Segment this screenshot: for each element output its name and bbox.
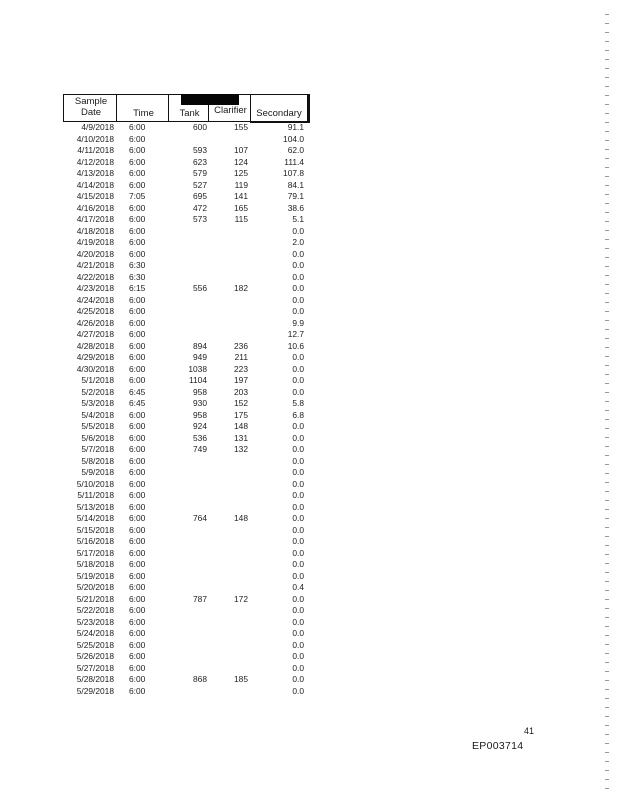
cell-date: 5/24/2018 xyxy=(76,628,114,638)
cell-time: 6:00 xyxy=(129,444,146,454)
cell-secondary: 0.0 xyxy=(292,662,304,673)
table-row xyxy=(0,536,618,548)
table-row xyxy=(0,226,618,238)
table-row xyxy=(0,168,618,180)
cell-clarifier: 223 xyxy=(234,363,248,374)
cell-tank: 593 xyxy=(193,145,207,155)
cell-secondary: 0.0 xyxy=(292,524,304,535)
cell-time: 6:00 xyxy=(129,409,146,420)
cell-time: 6:00 xyxy=(129,340,146,351)
table-row xyxy=(0,444,618,456)
cell-date: 4/24/2018 xyxy=(76,294,114,305)
cell-date: 4/14/2018 xyxy=(76,179,114,190)
cell-clarifier: 115 xyxy=(234,214,248,224)
cell-secondary: 84.1 xyxy=(287,179,304,190)
cell-tank: 623 xyxy=(193,156,207,167)
cell-clarifier: 172 xyxy=(234,593,248,604)
table-row xyxy=(0,341,618,353)
cell-tank: 472 xyxy=(193,202,207,213)
table-row xyxy=(0,479,618,491)
header-sample-date xyxy=(63,94,119,122)
cell-date: 4/15/2018 xyxy=(76,191,114,201)
cell-secondary: 0.0 xyxy=(292,352,304,362)
table-row xyxy=(0,467,618,479)
cell-tank: 600 xyxy=(193,122,207,132)
cell-clarifier: 211 xyxy=(234,352,248,362)
cell-date: 4/17/2018 xyxy=(76,214,114,224)
table-row xyxy=(0,249,618,261)
cell-time: 6:00 xyxy=(129,329,146,339)
scan-edge-marks xyxy=(605,14,609,790)
cell-clarifier: 197 xyxy=(234,375,248,385)
cell-time: 6:00 xyxy=(129,432,146,443)
cell-time: 6:15 xyxy=(129,283,146,293)
cell-date: 5/1/2018 xyxy=(81,375,114,385)
cell-secondary: 0.0 xyxy=(292,421,304,431)
cell-date: 5/19/2018 xyxy=(76,570,114,581)
cell-secondary: 12.7 xyxy=(287,329,304,339)
cell-date: 4/30/2018 xyxy=(76,363,114,374)
table-row xyxy=(0,433,618,445)
cell-clarifier: 185 xyxy=(234,674,248,684)
cell-time: 6:00 xyxy=(129,685,146,696)
cell-date: 4/23/2018 xyxy=(76,283,114,293)
header-clarifier-label: Clarifier xyxy=(214,105,247,116)
cell-secondary: 0.0 xyxy=(292,616,304,627)
cell-time: 6:30 xyxy=(129,260,146,270)
cell-time: 6:00 xyxy=(129,536,146,546)
cell-time: 7:05 xyxy=(129,191,146,201)
cell-date: 5/21/2018 xyxy=(76,593,114,604)
cell-time: 6:00 xyxy=(129,352,146,362)
cell-secondary: 0.0 xyxy=(292,478,304,489)
cell-secondary: 0.0 xyxy=(292,260,304,270)
table-row xyxy=(0,387,618,399)
cell-time: 6:00 xyxy=(129,467,146,477)
table-row xyxy=(0,628,618,640)
cell-time: 6:00 xyxy=(129,375,146,385)
cell-date: 4/20/2018 xyxy=(76,248,114,259)
table-row xyxy=(0,122,618,134)
cell-time: 6:00 xyxy=(129,363,146,374)
table-row xyxy=(0,456,618,468)
cell-secondary: 10.6 xyxy=(287,340,304,351)
cell-date: 5/26/2018 xyxy=(76,651,114,661)
cell-clarifier: 125 xyxy=(234,168,248,178)
cell-secondary: 0.0 xyxy=(292,639,304,650)
cell-time: 6:00 xyxy=(129,168,146,178)
cell-time: 6:00 xyxy=(129,524,146,535)
table-row xyxy=(0,145,618,157)
data-table-body xyxy=(0,122,618,697)
cell-secondary: 0.0 xyxy=(292,283,304,293)
cell-date: 5/6/2018 xyxy=(81,432,114,443)
bates-number: EP003714 xyxy=(472,740,524,752)
cell-clarifier: 152 xyxy=(234,398,248,408)
cell-secondary: 0.0 xyxy=(292,559,304,569)
cell-clarifier: 132 xyxy=(234,444,248,454)
table-row xyxy=(0,191,618,203)
cell-secondary: 0.0 xyxy=(292,570,304,581)
cell-date: 5/8/2018 xyxy=(81,455,114,466)
cell-secondary: 2.0 xyxy=(292,237,304,247)
cell-secondary: 38.6 xyxy=(287,202,304,213)
cell-time: 6:00 xyxy=(129,513,146,523)
cell-secondary: 0.0 xyxy=(292,513,304,523)
cell-date: 5/18/2018 xyxy=(76,559,114,569)
header-time xyxy=(116,94,171,122)
table-row xyxy=(0,237,618,249)
table-row xyxy=(0,306,618,318)
table-row xyxy=(0,490,618,502)
cell-date: 5/22/2018 xyxy=(76,605,114,615)
cell-date: 5/4/2018 xyxy=(81,409,114,420)
cell-date: 5/17/2018 xyxy=(76,547,114,558)
cell-time: 6:00 xyxy=(129,145,146,155)
cell-time: 6:00 xyxy=(129,593,146,604)
cell-tank: 556 xyxy=(193,283,207,293)
cell-secondary: 5.8 xyxy=(292,398,304,408)
cell-date: 5/20/2018 xyxy=(76,582,114,592)
cell-clarifier: 131 xyxy=(234,432,248,443)
table-row xyxy=(0,548,618,560)
cell-secondary: 0.0 xyxy=(292,605,304,615)
cell-date: 5/10/2018 xyxy=(76,478,114,489)
cell-clarifier: 148 xyxy=(234,513,248,523)
table-row xyxy=(0,651,618,663)
cell-date: 5/25/2018 xyxy=(76,639,114,650)
table-row xyxy=(0,686,618,698)
cell-secondary: 111.4 xyxy=(284,156,304,167)
cell-tank: 787 xyxy=(193,593,207,604)
cell-time: 6:00 xyxy=(129,122,146,132)
cell-clarifier: 155 xyxy=(234,122,248,132)
cell-date: 4/12/2018 xyxy=(76,156,114,167)
cell-time: 6:00 xyxy=(129,605,146,615)
cell-secondary: 0.0 xyxy=(292,444,304,454)
cell-secondary: 0.0 xyxy=(292,685,304,696)
cell-date: 5/16/2018 xyxy=(76,536,114,546)
table-row xyxy=(0,663,618,675)
cell-secondary: 0.0 xyxy=(292,490,304,500)
cell-time: 6:00 xyxy=(129,501,146,512)
cell-tank: 924 xyxy=(193,421,207,431)
cell-time: 6:00 xyxy=(129,179,146,190)
cell-secondary: 0.4 xyxy=(292,582,304,592)
cell-secondary: 0.0 xyxy=(292,536,304,546)
cell-secondary: 0.0 xyxy=(292,271,304,282)
table-row xyxy=(0,502,618,514)
cell-tank: 579 xyxy=(193,168,207,178)
cell-time: 6:00 xyxy=(129,317,146,328)
table-row xyxy=(0,640,618,652)
cell-secondary: 0.0 xyxy=(292,363,304,374)
cell-date: 4/19/2018 xyxy=(76,237,114,247)
table-row xyxy=(0,559,618,571)
cell-time: 6:00 xyxy=(129,628,146,638)
cell-secondary: 0.0 xyxy=(292,628,304,638)
cell-tank: 1104 xyxy=(188,375,207,385)
cell-secondary: 0.0 xyxy=(292,432,304,443)
cell-date: 5/29/2018 xyxy=(76,685,114,696)
cell-date: 5/14/2018 xyxy=(76,513,114,523)
cell-secondary: 0.0 xyxy=(292,248,304,259)
cell-date: 4/16/2018 xyxy=(76,202,114,213)
cell-date: 5/2/2018 xyxy=(81,386,114,397)
cell-tank: 958 xyxy=(193,386,207,397)
cell-date: 4/22/2018 xyxy=(76,271,114,282)
cell-tank: 949 xyxy=(193,352,207,362)
cell-tank: 958 xyxy=(193,409,207,420)
cell-tank: 573 xyxy=(193,214,207,224)
cell-tank: 868 xyxy=(193,674,207,684)
cell-secondary: 0.0 xyxy=(292,306,304,316)
cell-secondary: 0.0 xyxy=(292,651,304,661)
header-date-line1: Sample xyxy=(74,96,108,107)
cell-clarifier: 182 xyxy=(234,283,248,293)
table-row xyxy=(0,674,618,686)
cell-date: 4/26/2018 xyxy=(76,317,114,328)
cell-tank: 749 xyxy=(193,444,207,454)
cell-date: 4/21/2018 xyxy=(76,260,114,270)
cell-date: 5/3/2018 xyxy=(81,398,114,408)
header-time-label: Time xyxy=(133,108,154,119)
cell-time: 6:00 xyxy=(129,133,146,144)
table-row xyxy=(0,605,618,617)
cell-clarifier: 119 xyxy=(234,179,248,190)
table-row xyxy=(0,421,618,433)
cell-time: 6:45 xyxy=(129,386,146,397)
table-row xyxy=(0,318,618,330)
cell-tank: 695 xyxy=(193,191,207,201)
table-row xyxy=(0,410,618,422)
cell-secondary: 62.0 xyxy=(287,145,304,155)
table-row xyxy=(0,329,618,341)
table-row xyxy=(0,582,618,594)
cell-clarifier: 165 xyxy=(234,202,248,213)
header-tank-label: Tank xyxy=(179,108,200,119)
cell-secondary: 0.0 xyxy=(292,467,304,477)
cell-clarifier: 236 xyxy=(234,340,248,351)
cell-date: 5/27/2018 xyxy=(76,662,114,673)
cell-time: 6:00 xyxy=(129,639,146,650)
cell-time: 6:00 xyxy=(129,490,146,500)
table-row xyxy=(0,272,618,284)
cell-clarifier: 141 xyxy=(234,191,248,201)
cell-tank: 930 xyxy=(193,398,207,408)
table-row xyxy=(0,295,618,307)
cell-time: 6:00 xyxy=(129,294,146,305)
cell-secondary: 0.0 xyxy=(292,593,304,604)
cell-clarifier: 124 xyxy=(234,156,248,167)
cell-time: 6:00 xyxy=(129,674,146,684)
cell-time: 6:00 xyxy=(129,478,146,489)
cell-time: 6:00 xyxy=(129,616,146,627)
cell-date: 4/25/2018 xyxy=(76,306,114,316)
cell-clarifier: 148 xyxy=(234,421,248,431)
cell-time: 6:45 xyxy=(129,398,146,408)
table-row xyxy=(0,364,618,376)
cell-date: 5/7/2018 xyxy=(81,444,114,454)
cell-secondary: 107.8 xyxy=(283,168,304,178)
cell-date: 4/28/2018 xyxy=(76,340,114,351)
cell-secondary: 0.0 xyxy=(292,386,304,397)
cell-time: 6:00 xyxy=(129,455,146,466)
header-secondary-label: Secondary xyxy=(256,108,302,119)
table-row xyxy=(0,525,618,537)
cell-secondary: 6.8 xyxy=(292,409,304,420)
cell-date: 4/9/2018 xyxy=(81,122,114,132)
table-row xyxy=(0,134,618,146)
cell-date: 5/23/2018 xyxy=(76,616,114,627)
cell-time: 6:00 xyxy=(129,202,146,213)
cell-time: 6:00 xyxy=(129,225,146,236)
cell-secondary: 0.0 xyxy=(292,375,304,385)
cell-secondary: 5.1 xyxy=(292,214,304,224)
cell-date: 5/15/2018 xyxy=(76,524,114,535)
cell-tank: 1038 xyxy=(188,363,207,374)
cell-secondary: 9.9 xyxy=(292,317,304,328)
page-number: 41 xyxy=(524,726,535,736)
cell-date: 4/27/2018 xyxy=(76,329,114,339)
cell-secondary: 79.1 xyxy=(287,191,304,201)
cell-secondary: 104.0 xyxy=(283,133,304,144)
cell-date: 4/29/2018 xyxy=(76,352,114,362)
cell-secondary: 0.0 xyxy=(292,455,304,466)
table-row xyxy=(0,283,618,295)
cell-time: 6:00 xyxy=(129,559,146,569)
cell-tank: 894 xyxy=(193,340,207,351)
cell-date: 5/28/2018 xyxy=(76,674,114,684)
cell-date: 4/11/2018 xyxy=(77,145,114,155)
cell-clarifier: 203 xyxy=(234,386,248,397)
table-row xyxy=(0,203,618,215)
cell-date: 4/13/2018 xyxy=(76,168,114,178)
cell-time: 6:00 xyxy=(129,662,146,673)
cell-time: 6:00 xyxy=(129,306,146,316)
table-row xyxy=(0,398,618,410)
cell-clarifier: 175 xyxy=(234,409,248,420)
cell-date: 4/18/2018 xyxy=(76,225,114,236)
cell-secondary: 0.0 xyxy=(292,547,304,558)
table-row xyxy=(0,180,618,192)
table-row xyxy=(0,375,618,387)
cell-time: 6:00 xyxy=(129,651,146,661)
cell-secondary: 91.1 xyxy=(287,122,304,132)
cell-time: 6:00 xyxy=(129,421,146,431)
table-row xyxy=(0,352,618,364)
cell-time: 6:00 xyxy=(129,156,146,167)
cell-time: 6:00 xyxy=(129,248,146,259)
table-row xyxy=(0,594,618,606)
cell-date: 5/9/2018 xyxy=(81,467,114,477)
cell-date: 5/5/2018 xyxy=(81,421,114,431)
header-date-line2: Date xyxy=(80,107,102,118)
cell-time: 6:00 xyxy=(129,570,146,581)
table-row xyxy=(0,214,618,226)
header-secondary xyxy=(250,94,310,123)
table-row xyxy=(0,260,618,272)
cell-date: 5/11/2018 xyxy=(77,490,114,500)
cell-secondary: 0.0 xyxy=(292,501,304,512)
cell-time: 6:30 xyxy=(129,271,146,282)
cell-time: 6:00 xyxy=(129,237,146,247)
cell-tank: 764 xyxy=(193,513,207,523)
cell-time: 6:00 xyxy=(129,214,146,224)
cell-tank: 536 xyxy=(193,432,207,443)
cell-time: 6:00 xyxy=(129,582,146,592)
table-row xyxy=(0,157,618,169)
cell-date: 4/10/2018 xyxy=(76,133,114,144)
cell-clarifier: 107 xyxy=(234,145,248,155)
table-row xyxy=(0,513,618,525)
cell-tank: 527 xyxy=(193,179,207,190)
cell-time: 6:00 xyxy=(129,547,146,558)
table-row xyxy=(0,571,618,583)
redaction-bar xyxy=(181,94,239,105)
cell-secondary: 0.0 xyxy=(292,225,304,236)
cell-secondary: 0.0 xyxy=(292,674,304,684)
cell-secondary: 0.0 xyxy=(292,294,304,305)
table-row xyxy=(0,617,618,629)
cell-date: 5/13/2018 xyxy=(76,501,114,512)
